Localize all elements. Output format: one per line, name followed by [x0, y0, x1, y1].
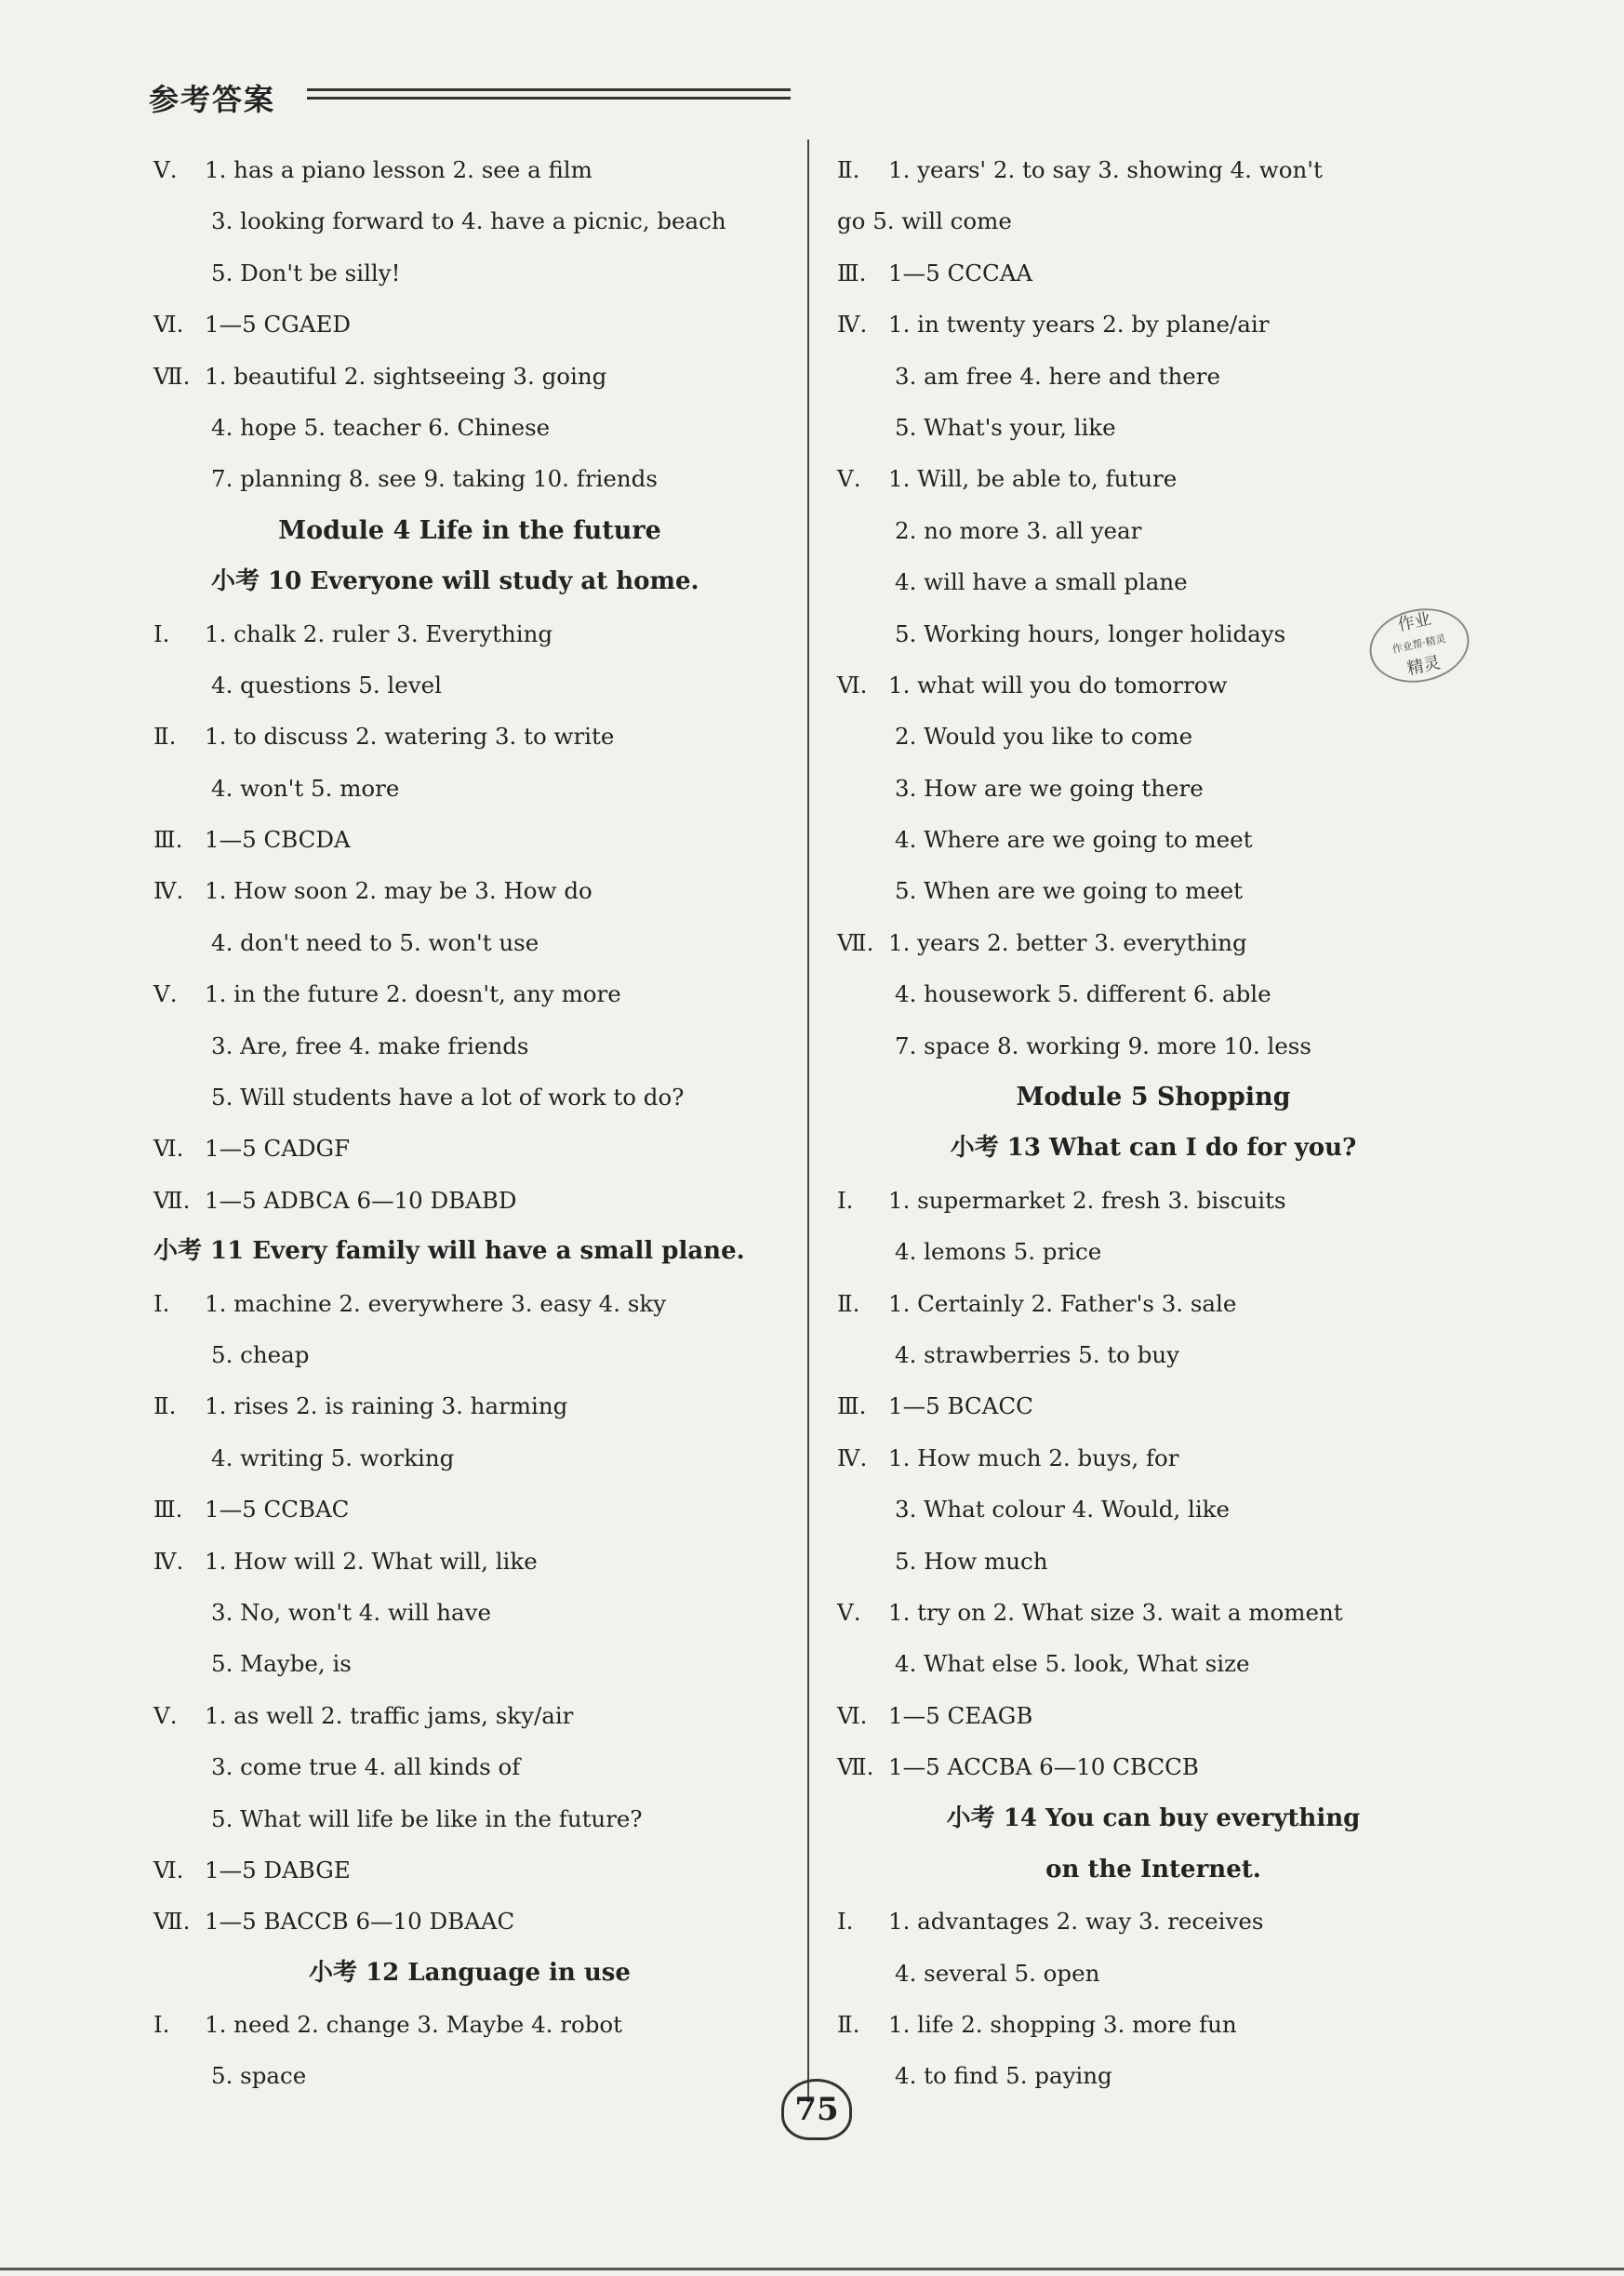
section-numeral: Ⅳ.: [153, 1547, 184, 1575]
section-numeral: Ⅰ.: [837, 1908, 854, 1936]
answer-line: [153, 711, 786, 762]
answer-continuation: 2. no more 3. all year: [895, 516, 1142, 544]
section-numeral: Ⅳ.: [837, 1444, 868, 1471]
answer-line: [837, 1175, 1470, 1226]
answer-continuation: 3. No, won't 4. will have: [211, 1598, 491, 1626]
answer-text: 1. chalk 2. ruler 3. Everything: [205, 619, 553, 647]
section-numeral: Ⅴ.: [153, 1701, 178, 1729]
section-numeral: Ⅵ.: [153, 1856, 184, 1883]
section-numeral: Ⅴ.: [153, 156, 178, 183]
section-numeral: Ⅱ.: [153, 1392, 177, 1420]
answer-continuation: 3. come true 4. all kinds of: [211, 1753, 521, 1781]
answer-continuation: 4. Where are we going to meet: [895, 826, 1253, 854]
module-heading: Module 4 Life in the future: [278, 515, 661, 545]
answer-text: 1. need 2. change 3. Maybe 4. robot: [205, 2011, 623, 2039]
answer-line: [153, 1278, 786, 1329]
quiz-heading: 小考 11 Every family will have a small plane.: [153, 1237, 745, 1266]
section-numeral: Ⅴ.: [153, 980, 178, 1008]
section-numeral: Ⅵ.: [837, 671, 868, 699]
answer-text: 1. try on 2. What size 3. wait a moment: [888, 1598, 1343, 1626]
answer-line: [153, 865, 786, 916]
answer-continuation: 3. How are we going there: [895, 774, 1204, 802]
answer-continuation: 5. Don't be silly!: [211, 259, 401, 286]
answer-continuation: 4. strawberries 5. to buy: [895, 1340, 1180, 1368]
answer-continuation: 3. What colour 4. Would, like: [895, 1496, 1231, 1524]
answer-continuation: 4. hope 5. teacher 6. Chinese: [211, 413, 551, 441]
section-numeral: Ⅶ.: [153, 362, 191, 390]
section-numeral: Ⅲ.: [153, 1496, 183, 1524]
answer-line: [837, 1278, 1470, 1329]
answer-continuation: 4. writing 5. working: [211, 1444, 455, 1471]
answer-line: [153, 1380, 786, 1431]
section-numeral: Ⅴ.: [837, 465, 861, 493]
answer-text: 1. How will 2. What will, like: [205, 1547, 538, 1575]
answer-text: 1—5 BACCB 6—10 DBAAC: [205, 1908, 515, 1936]
answer-continuation: 4. lemons 5. price: [895, 1238, 1102, 1266]
answer-line: [837, 1432, 1470, 1484]
answer-text: 1—5 BCACC: [888, 1392, 1033, 1420]
answer-line: [153, 968, 786, 1019]
stamp-bottom-text: 精灵: [1404, 652, 1443, 680]
answer-text: 1. as well 2. traffic jams, sky/air: [205, 1701, 574, 1729]
answer-text: 1. machine 2. everywhere 3. easy 4. sky: [205, 1289, 667, 1317]
answer-continuation: go 5. will come: [837, 207, 1012, 235]
quiz-heading: on the Internet.: [1045, 1855, 1261, 1883]
answer-line: [153, 351, 786, 402]
quiz-heading: 小考 13 What can I do for you?: [950, 1134, 1357, 1163]
answer-continuation: 5. cheap: [211, 1340, 310, 1368]
section-numeral: Ⅱ.: [837, 2011, 860, 2039]
answer-text: 1. supermarket 2. fresh 3. biscuits: [888, 1186, 1286, 1214]
answer-continuation: 5. Will students have a lot of work to do?: [211, 1084, 685, 1111]
answer-line: [153, 1690, 786, 1741]
answer-line: [837, 144, 1470, 195]
module-heading: Module 5 Shopping: [1016, 1083, 1291, 1112]
answer-continuation: 4. What else 5. look, What size: [895, 1650, 1250, 1678]
answer-continuation: 5. What will life be like in the future?: [211, 1804, 643, 1832]
answer-continuation: 4. don't need to 5. won't use: [211, 928, 539, 956]
answer-line: [837, 1741, 1470, 1792]
section-numeral: Ⅶ.: [153, 1908, 191, 1936]
header-rule: [307, 88, 791, 105]
answer-text: 1—5 CCCAA: [888, 259, 1033, 286]
answer-line: [837, 453, 1470, 504]
section-numeral: Ⅴ.: [837, 1598, 861, 1626]
answer-text: 1—5 CGAED: [205, 311, 352, 339]
bottom-rule: [0, 2268, 1624, 2270]
section-numeral: Ⅶ.: [837, 1753, 874, 1781]
answer-continuation: 4. won't 5. more: [211, 774, 400, 802]
answer-line: [837, 1380, 1470, 1431]
answer-text: 1. to discuss 2. watering 3. to write: [205, 723, 615, 751]
answer-line: [837, 247, 1470, 299]
page-number: 75: [781, 2079, 852, 2140]
answer-text: 1. in the future 2. doesn't, any more: [205, 980, 621, 1008]
section-numeral: Ⅶ.: [153, 1186, 191, 1214]
answer-text: 1. has a piano lesson 2. see a film: [205, 156, 592, 183]
answer-text: 1—5 ACCBA 6—10 CBCCB: [888, 1753, 1199, 1781]
answer-continuation: 5. Maybe, is: [211, 1650, 352, 1678]
answer-text: 1. in twenty years 2. by plane/air: [888, 311, 1270, 339]
answer-continuation: 5. Working hours, longer holidays: [895, 619, 1286, 647]
right-column: [837, 144, 1470, 2102]
answer-line: [837, 1587, 1470, 1638]
answer-text: 1. rises 2. is raining 3. harming: [205, 1392, 568, 1420]
answer-continuation: 5. What's your, like: [895, 413, 1116, 441]
answer-continuation: 7. planning 8. see 9. taking 10. friends: [211, 465, 658, 493]
quiz-heading: 小考 14 You can buy everything: [946, 1803, 1361, 1832]
section-numeral: Ⅶ.: [837, 928, 874, 956]
answer-continuation: 4. housework 5. different 6. able: [895, 980, 1271, 1008]
answer-text: 1. advantages 2. way 3. receives: [888, 1908, 1264, 1936]
answer-text: 1. Certainly 2. Father's 3. sale: [888, 1289, 1237, 1317]
left-column: [153, 144, 786, 2102]
answer-text: 1—5 CEAGB: [888, 1701, 1033, 1729]
section-numeral: Ⅱ.: [153, 723, 177, 751]
answer-continuation: 4. to find 5. paying: [895, 2062, 1112, 2090]
answer-continuation: 4. several 5. open: [895, 1959, 1100, 1987]
answer-text: 1. years 2. better 3. everything: [888, 928, 1247, 956]
answer-text: 1. beautiful 2. sightseeing 3. going: [205, 362, 607, 390]
answer-line: [837, 917, 1470, 968]
answer-text: 1. How soon 2. may be 3. How do: [205, 877, 592, 905]
section-numeral: Ⅰ.: [153, 619, 170, 647]
answer-text: 1—5 ADBCA 6—10 DBABD: [205, 1186, 517, 1214]
answer-text: 1. years' 2. to say 3. showing 4. won't: [888, 156, 1323, 183]
answer-text: 1. what will you do tomorrow: [888, 671, 1228, 699]
answer-continuation: 5. When are we going to meet: [895, 877, 1244, 905]
quiz-heading: 小考 10 Everyone will study at home.: [211, 567, 699, 596]
stamp-top-text: 作业: [1395, 609, 1433, 636]
answer-line: [153, 814, 786, 865]
answer-line: [837, 299, 1470, 350]
answer-line: [153, 1123, 786, 1174]
quiz-heading: 小考 12 Language in use: [309, 1958, 631, 1987]
answer-line: [153, 1896, 786, 1947]
section-numeral: Ⅰ.: [153, 1289, 170, 1317]
stamp-middle-text: 作业帮·精灵: [1391, 632, 1447, 656]
section-numeral: Ⅵ.: [837, 1701, 868, 1729]
section-numeral: Ⅱ.: [837, 1289, 860, 1317]
section-numeral: Ⅵ.: [153, 1135, 184, 1163]
section-numeral: Ⅲ.: [153, 826, 183, 854]
answer-line: [153, 1484, 786, 1535]
section-numeral: Ⅰ.: [153, 2011, 170, 2039]
answer-line: [837, 1690, 1470, 1741]
answer-text: 1—5 CBCDA: [205, 826, 351, 854]
section-numeral: Ⅳ.: [837, 311, 868, 339]
answer-line: [837, 1999, 1470, 2050]
answer-line: [153, 299, 786, 350]
answer-text: 1—5 CADGF: [205, 1135, 351, 1163]
answer-text: 1—5 CCBAC: [205, 1496, 350, 1524]
answer-line: [153, 1175, 786, 1226]
answer-text: 1. How much 2. buys, for: [888, 1444, 1179, 1471]
answer-continuation: 3. am free 4. here and there: [895, 362, 1220, 390]
answer-line: [153, 1999, 786, 2050]
answer-line: [153, 144, 786, 195]
answer-text: 1. life 2. shopping 3. more fun: [888, 2011, 1237, 2039]
answer-continuation: 4. will have a small plane: [895, 568, 1188, 596]
answer-continuation: 3. looking forward to 4. have a picnic, beach: [211, 207, 726, 235]
section-numeral: Ⅰ.: [837, 1186, 854, 1214]
section-numeral: Ⅳ.: [153, 877, 184, 905]
column-divider: [807, 140, 809, 2102]
answer-continuation: 5. space: [211, 2062, 307, 2090]
answer-line: [153, 1844, 786, 1896]
section-numeral: Ⅱ.: [837, 156, 860, 183]
page-header-title: 参考答案: [149, 82, 276, 117]
section-numeral: Ⅵ.: [153, 311, 184, 339]
answer-continuation: 2. Would you like to come: [895, 723, 1193, 751]
section-numeral: Ⅲ.: [837, 1392, 867, 1420]
answer-continuation: 3. Are, free 4. make friends: [211, 1032, 529, 1059]
answer-continuation: 4. questions 5. level: [211, 671, 442, 699]
answer-line: [153, 608, 786, 659]
answer-continuation: 7. space 8. working 9. more 10. less: [895, 1032, 1311, 1059]
section-numeral: Ⅲ.: [837, 259, 867, 286]
answer-text: 1—5 DABGE: [205, 1856, 351, 1883]
answer-line: [153, 1536, 786, 1587]
answer-continuation: 5. How much: [895, 1547, 1048, 1575]
answer-text: 1. Will, be able to, future: [888, 465, 1178, 493]
answer-line: [837, 1896, 1470, 1947]
